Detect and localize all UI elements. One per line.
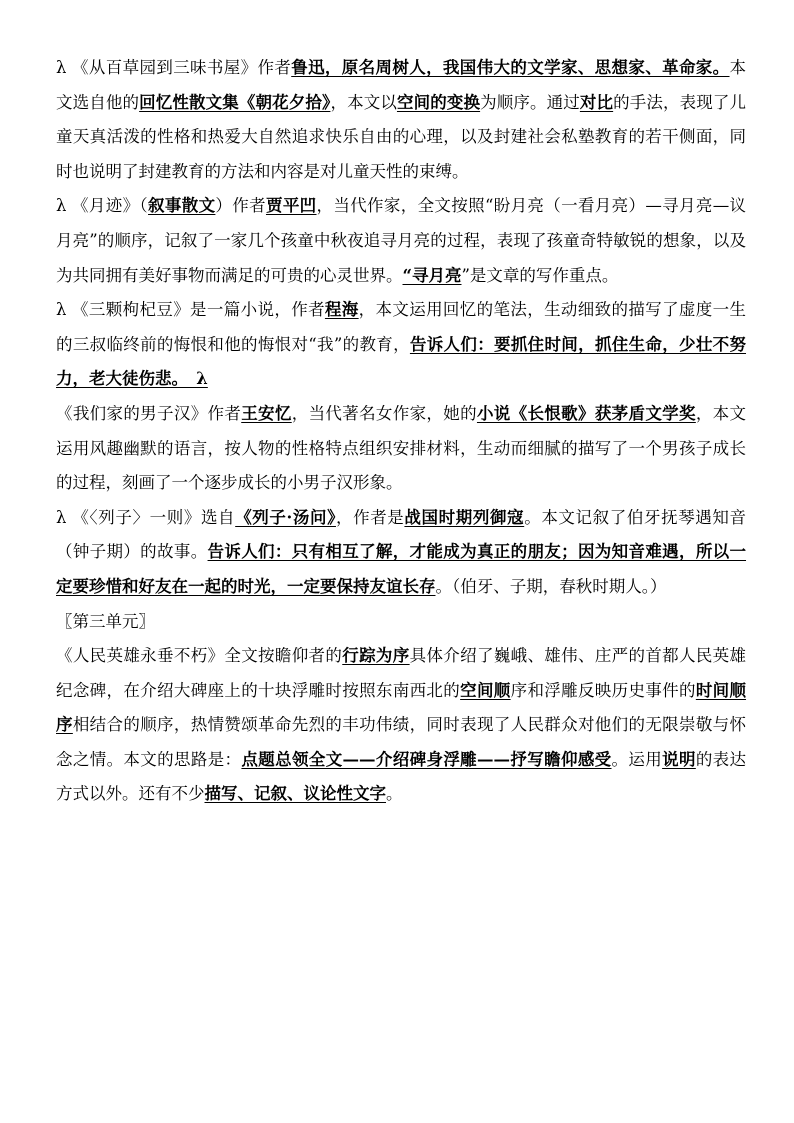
emphasized-text: 描写、记叙、议论性文字 xyxy=(204,784,386,804)
body-text: ，当代著名女作家，她的 xyxy=(291,403,477,423)
emphasized-text: 说明 xyxy=(662,749,696,769)
body-text: 相结合的顺序，热情赞颂革命先烈的丰功伟绩，同时表现了人民群众对他们的无限崇敬与怀念之情。本文的思路是： xyxy=(56,715,747,769)
emphasized-text: 空间顺 xyxy=(460,680,511,700)
body-text: 的手法，表现了儿童天真活泼的性格和热爱大自然追求快乐自由的心理，以及封建社会私塾教育的若干侧面，同时也说明了封建教育的方法和内容是对儿童天性的束缚。 xyxy=(56,92,747,181)
body-text: 序和浮雕反映历史事件的 xyxy=(510,680,696,700)
emphasized-text: 《列子·汤问》 xyxy=(235,507,336,527)
body-text: ，本文以 xyxy=(330,92,397,112)
body-text: λ 《〈列子〉一则》选自 xyxy=(56,507,236,527)
body-text: ，本文运用回忆的笔法，生动细致的描写了虚度一生的三叔临终前的悔恨和他的悔恨对“我”的教育， xyxy=(56,300,747,354)
body-text: ，当代作家，全文按照“盼月亮（一看月亮）—寻月亮—议月亮”的顺序，记叙了一家几个孩童中秋夜追寻月亮的过程，表现了孩童奇特敏锐的想象，以及为共同拥有美好事物而满足的可贵的心灵世界。 xyxy=(56,196,747,285)
emphasized-text: 鲁迅，原名周树人，我国伟大的文学家、思想家、革命家。 xyxy=(291,58,730,77)
body-text: 本文选自他的 xyxy=(56,58,747,112)
body-text: 《我们家的男子汉》作者 xyxy=(56,403,242,423)
emphasized-text: 王安忆 xyxy=(241,403,292,423)
emphasized-text: 对比 xyxy=(579,92,614,112)
body-text: 。（伯牙、子期，春秋时期人。） xyxy=(435,576,667,596)
emphasized-text: 行踪为序 xyxy=(342,646,410,666)
body-text: 具体介绍了巍峨、雄伟、庄严的首都人民英雄纪念碑，在介绍大碑座上的十块浮雕时按照东南西北的 xyxy=(56,646,747,700)
body-text: 。运用 xyxy=(611,749,663,769)
body-text: 的表达方式以外。还有不少 xyxy=(56,749,747,804)
emphasized-text: 告诉人们：只有相互了解，才能成为真正的朋友；因为知音难遇，所以一定要珍惜和好友在一起的时光，一定要保持友谊长存 xyxy=(56,542,747,596)
emphasized-text: 小说《长恨歌》获茅盾文学奖 xyxy=(476,403,696,423)
body-text: ）作者 xyxy=(215,196,266,216)
emphasized-text: “寻月亮 xyxy=(402,265,462,285)
para-nan-zi-han xyxy=(56,397,746,501)
body-text: 。 xyxy=(386,784,403,804)
body-text: ”是文章的写作重点。 xyxy=(461,265,619,285)
body-text: 。本文记叙了伯牙抚琴遇知音（钟子期）的故事。 xyxy=(56,507,747,562)
emphasized-text: 程海 xyxy=(324,300,359,320)
body-text: 为顺序。通过 xyxy=(480,92,580,112)
unit-heading xyxy=(56,605,746,640)
emphasized-text: 战国时期列御寇 xyxy=(404,507,525,527)
emphasized-text: 叙事散文 xyxy=(148,196,216,216)
body-text: 〖第三单元〗 xyxy=(56,611,155,631)
emphasized-text: 空间的变换 xyxy=(396,92,481,112)
emphasized-text: 点题总领全文——介绍碑身浮雕——抒写瞻仰感受 xyxy=(241,749,612,769)
emphasized-text: 告诉人们：要抓住时间，抓住生命，少壮不努力，老大徒伤悲。 λ xyxy=(56,334,747,389)
body-text: λ 《从百草园到三味书屋》作者 xyxy=(56,58,292,77)
para-lie-zi xyxy=(56,501,746,605)
body-text: λ 《三颗枸杞豆》是一篇小说，作者 xyxy=(56,300,325,320)
para-yue-ji xyxy=(56,189,746,293)
body-text: ，本文运用风趣幽默的语言，按人物的性格特点组织安排材料，生动而细腻的描写了一个男孩子成长的过程，刻画了一个逐步成长的小男子汉形象。 xyxy=(56,403,747,493)
emphasized-text: 时间顺序 xyxy=(56,680,747,735)
para-gou-qi-dou xyxy=(56,293,746,397)
body-text: 《人民英雄永垂不朽》全文按瞻仰者的 xyxy=(56,646,343,666)
emphasized-text: 回忆性散文集《朝花夕拾》 xyxy=(139,92,331,112)
body-text: ，作者是 xyxy=(335,507,405,527)
emphasized-text: 贾平凹 xyxy=(265,196,317,216)
body-text: λ 《月迹》（ xyxy=(56,196,149,216)
para-ying-xiong xyxy=(56,639,746,812)
para-cao-tang xyxy=(56,51,746,189)
